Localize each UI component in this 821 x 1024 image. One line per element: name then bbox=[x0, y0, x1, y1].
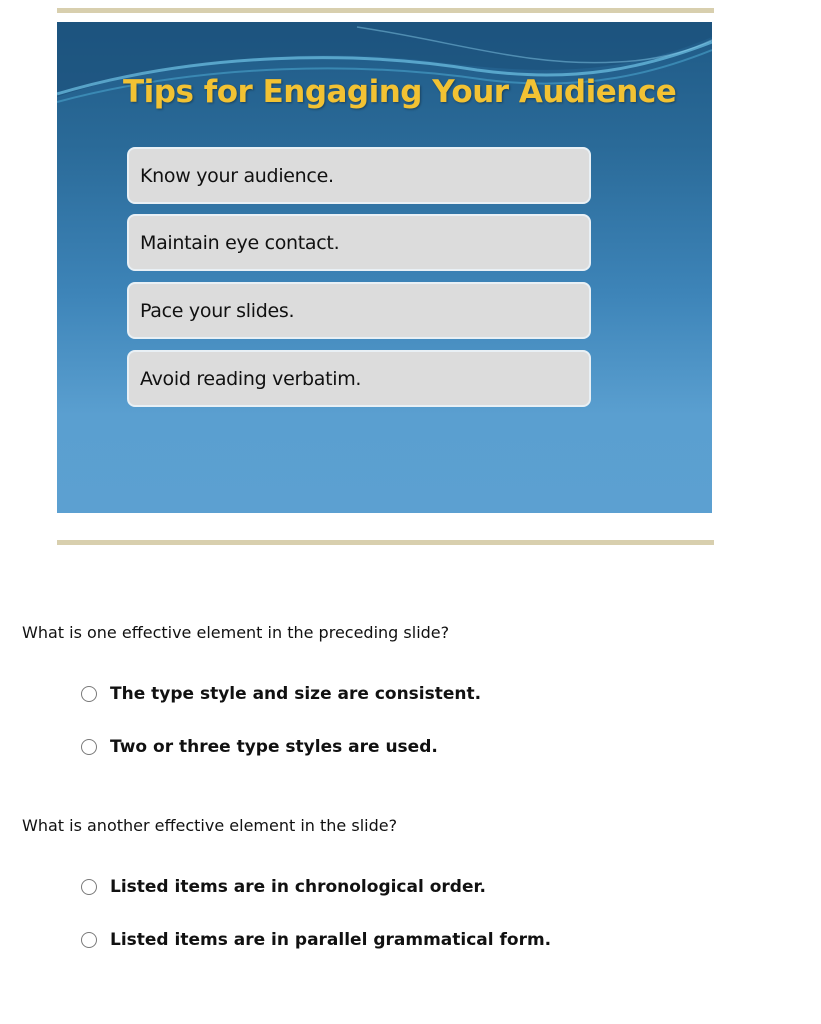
question-2-prompt: What is another effective element in the slide? bbox=[22, 816, 398, 835]
question-1-prompt: What is one effective element in the preceding slide? bbox=[22, 623, 450, 642]
tip-box: Pace your slides. bbox=[127, 282, 591, 339]
radio-button[interactable] bbox=[81, 739, 97, 755]
radio-button[interactable] bbox=[81, 932, 97, 948]
question-1-option-1[interactable] bbox=[81, 684, 481, 704]
radio-button[interactable] bbox=[81, 686, 97, 702]
tip-box: Avoid reading verbatim. bbox=[127, 350, 591, 407]
option-label[interactable]: The type style and size are consistent. bbox=[110, 684, 482, 704]
top-divider bbox=[57, 8, 714, 13]
question-2-option-2[interactable] bbox=[81, 930, 551, 950]
tip-box: Maintain eye contact. bbox=[127, 214, 591, 271]
question-1-option-2[interactable] bbox=[81, 737, 438, 757]
option-label[interactable]: Two or three type styles are used. bbox=[110, 737, 438, 757]
tip-box: Know your audience. bbox=[127, 147, 591, 204]
option-label[interactable]: Listed items are in parallel grammatical form. bbox=[110, 930, 552, 950]
option-label[interactable]: Listed items are in chronological order. bbox=[110, 877, 486, 897]
bottom-divider bbox=[57, 540, 714, 545]
slide-image bbox=[57, 22, 712, 513]
question-2-option-1[interactable] bbox=[81, 877, 486, 897]
slide-title: Tips for Engaging Your Audience bbox=[123, 74, 677, 110]
radio-button[interactable] bbox=[81, 879, 97, 895]
